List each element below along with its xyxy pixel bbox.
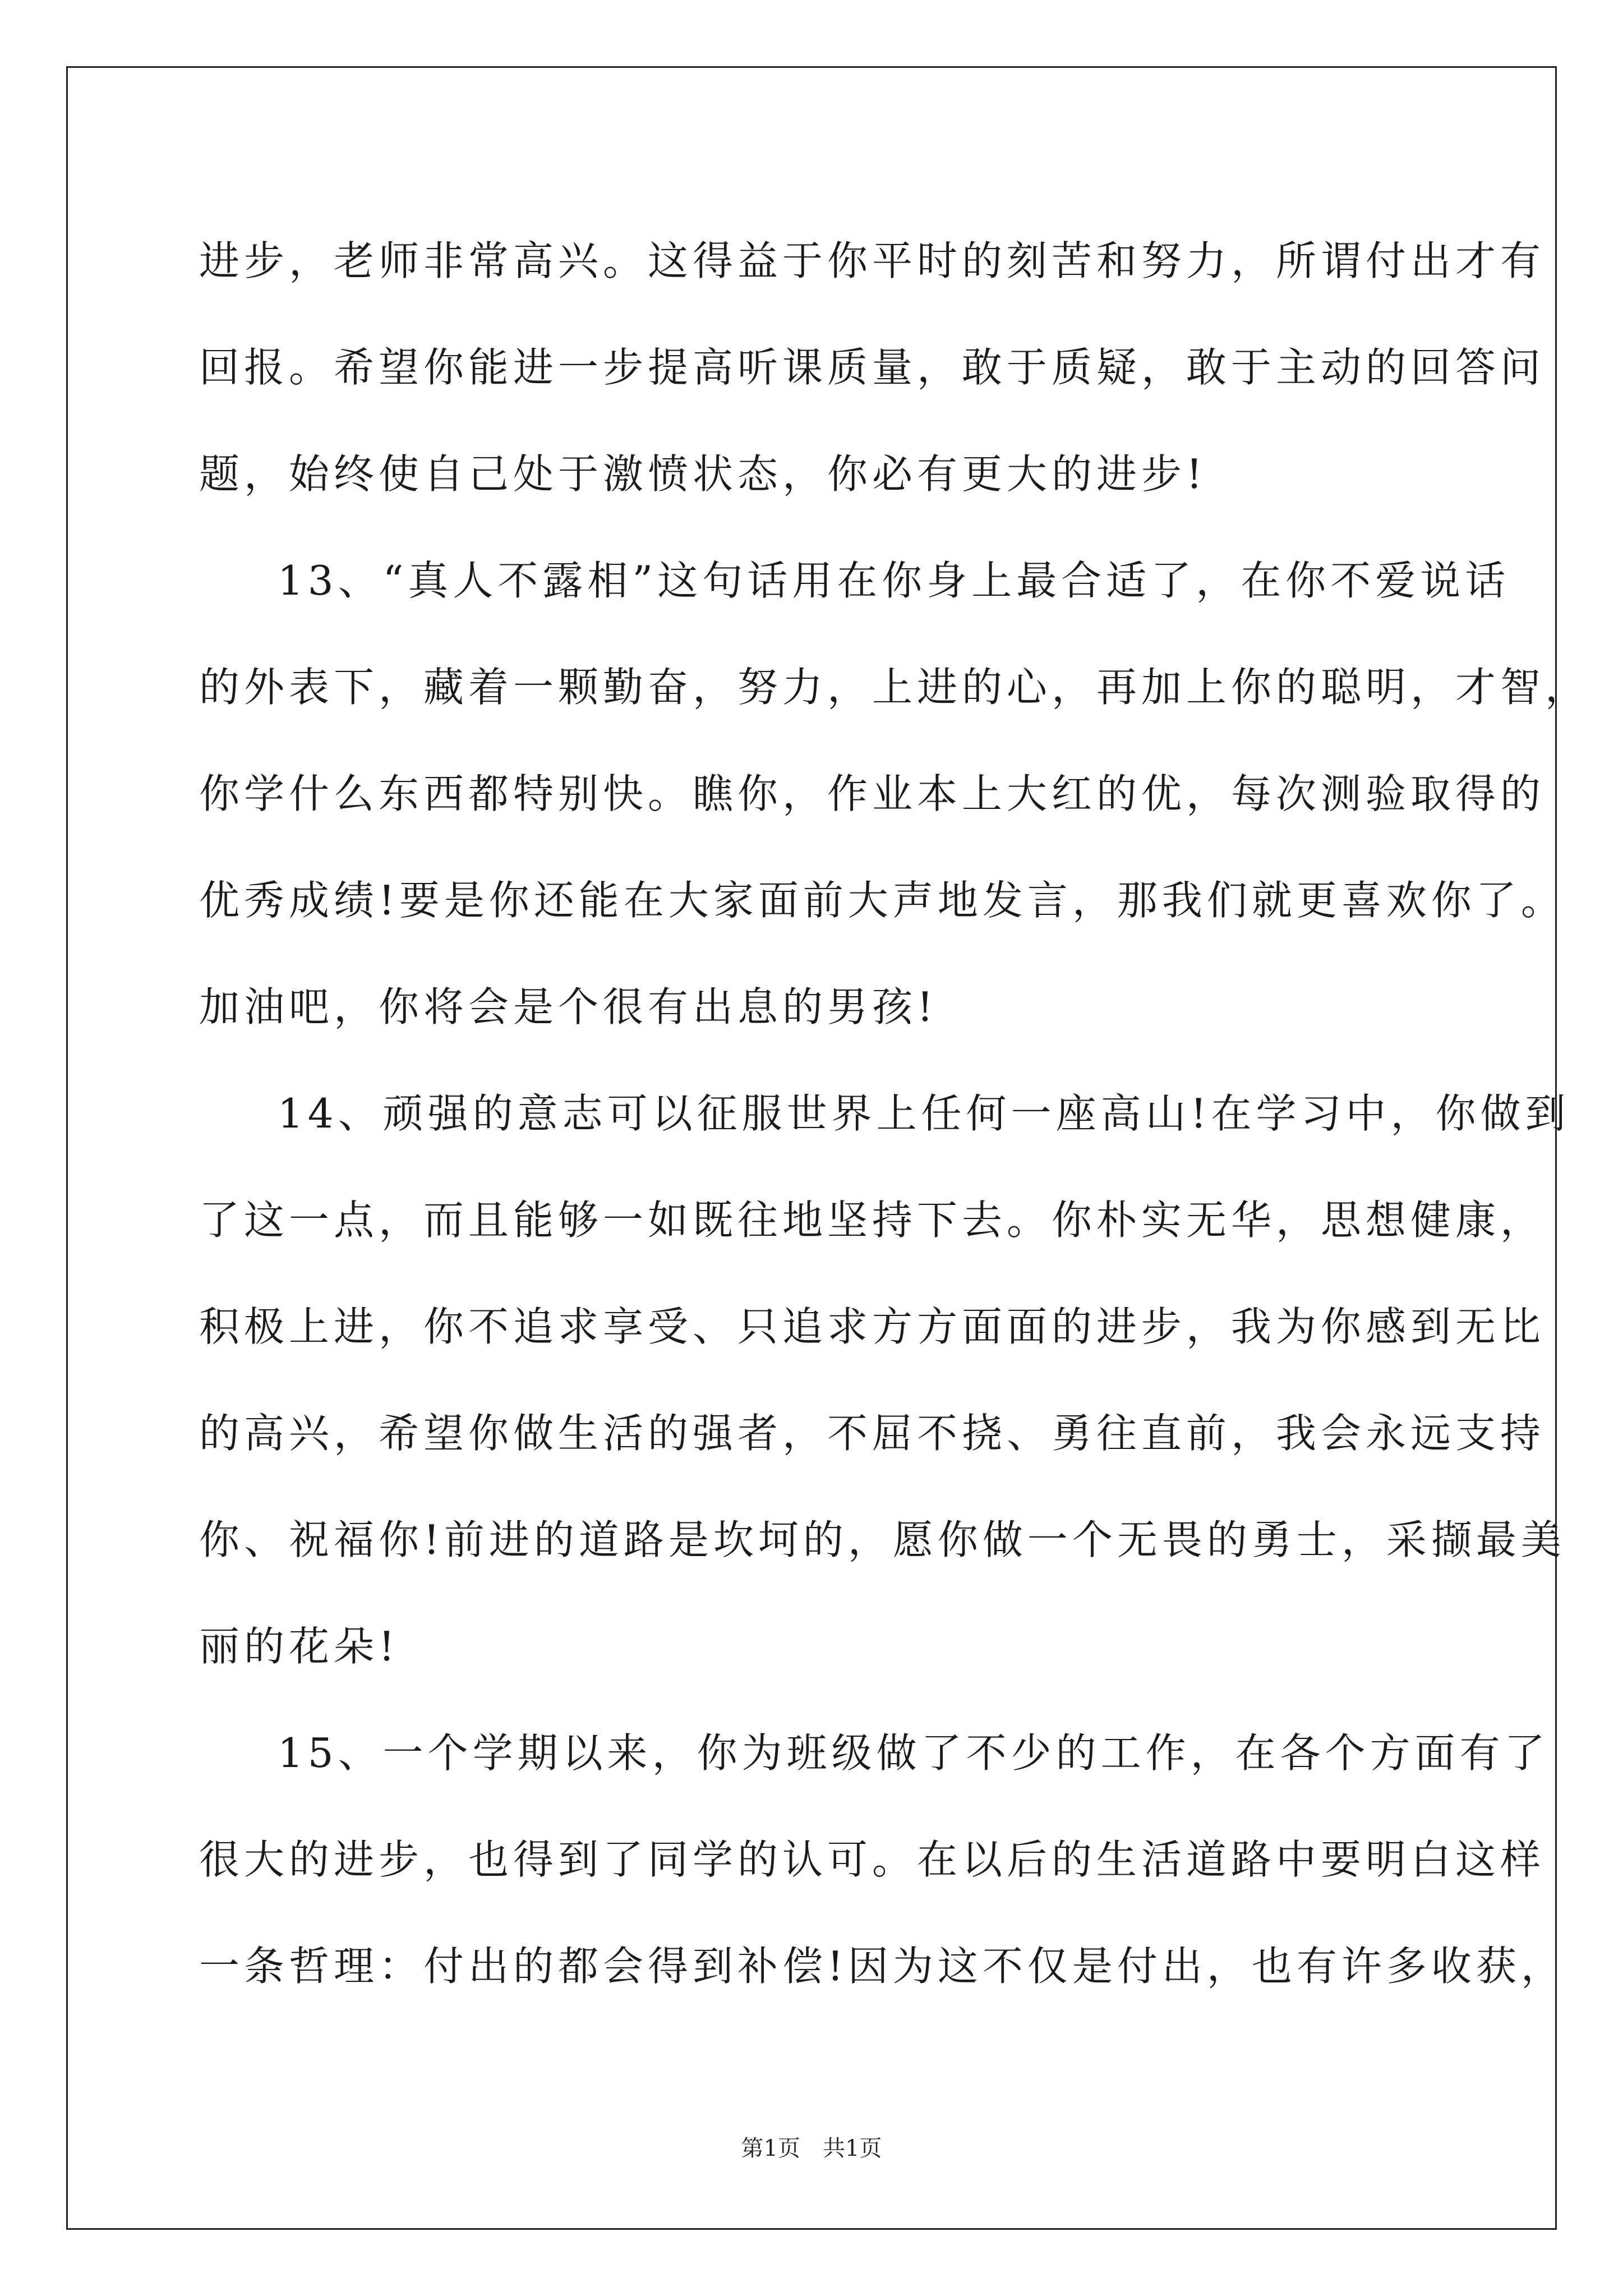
text-line: 进步，老师非常高兴。这得益于你平时的刻苦和努力，所谓付出才有 (199, 237, 1546, 284)
document-body (199, 208, 1590, 2019)
text-line: 了这一点，而且能够一如既往地坚持下去。你朴实无华，思想健康， (199, 1197, 1546, 1244)
text-line: 15、一个学期以来，你为班级做了不少的工作，在各个方面有了 (278, 1729, 1550, 1777)
text-line: 题，始终使自己处于激愤状态，你必有更大的进步! (199, 450, 1207, 498)
page-number-footer: 第1页 共1页 (741, 2136, 882, 2161)
text-line: 你学什么东西都特别快。瞧你，作业本上大红的优，每次测验取得的 (199, 770, 1546, 817)
text-line: 13、“真人不露相”这句话用在你身上最合适了，在你不爱说话 (278, 557, 1510, 604)
text-line: 的高兴，希望你做生活的强者，不屈不挠、勇往直前，我会永远支持 (199, 1410, 1546, 1457)
text-line: 加油吧，你将会是个很有出息的男孩! (199, 983, 938, 1030)
text-line: 回报。希望你能进一步提高听课质量，敢于质疑，敢于主动的回答问 (199, 344, 1546, 391)
text-line: 的外表下，藏着一颗勤奋，努力，上进的心，再加上你的聪明，才智， (199, 664, 1590, 711)
text-line: 积极上进，你不追求享受、只追求方方面面的进步，我为你感到无比 (199, 1303, 1546, 1350)
text-line: 丽的花朵! (199, 1623, 399, 1670)
text-line: 一条哲理：付出的都会得到补偿!因为这不仅是付出，也有许多收获， (199, 1943, 1566, 1990)
text-line: 你、祝福你!前进的道路是坎坷的，愿你做一个无畏的勇士，采撷最美 (199, 1516, 1566, 1563)
text-line: 优秀成绩!要是你还能在大家面前大声地发言，那我们就更喜欢你了。 (199, 877, 1566, 924)
text-line: 14、顽强的意志可以征服世界上任何一座高山!在学习中，你做到 (278, 1090, 1570, 1137)
text-line: 很大的进步，也得到了同学的认可。在以后的生活道路中要明白这样 (199, 1836, 1546, 1883)
